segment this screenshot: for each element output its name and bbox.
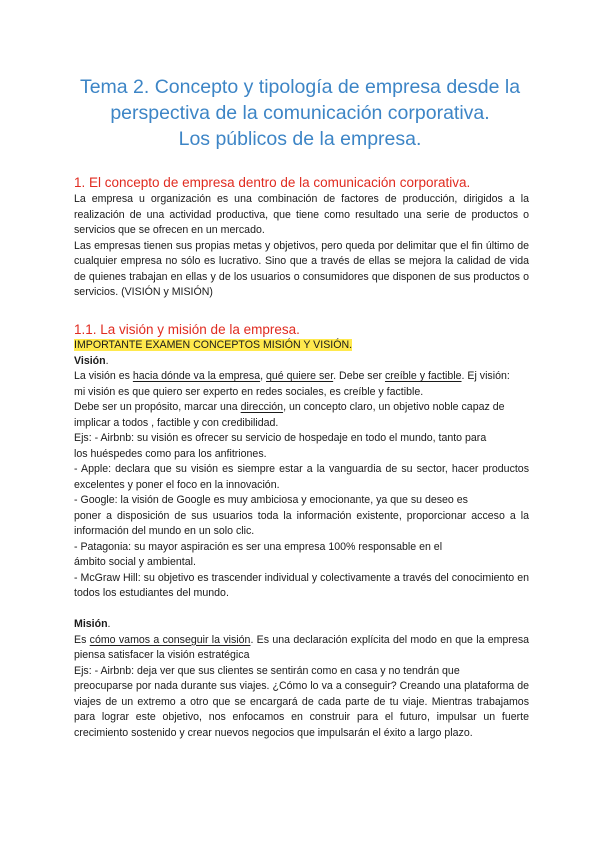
vision-purpose-line xyxy=(74,400,529,416)
mision-title xyxy=(74,617,529,633)
mision-airbnb-line1: Ejs: - Airbnb: deja ver que sus clientes se sentirán como en casa y no tendrán que xyxy=(74,664,460,677)
section-1-body xyxy=(74,192,529,301)
example-google-line1: - Google: la visión de Google es muy ambiciosa y emocionante, ya que su deseo es xyxy=(74,494,468,506)
title-line-1: Tema 2. Concepto y tipología de empresa desde la xyxy=(79,76,521,98)
v3-text-b: , un concepto claro, un objetivo noble capaz de xyxy=(283,401,505,413)
m1-text-a: Es xyxy=(74,633,90,646)
v1-text-b: , xyxy=(260,370,266,382)
paragraph-empresa-metas: Las empresas tienen sus propias metas y objetivos, pero queda por delimitar que el fin último de cualquier empresa no sólo es lucrativo. Sino que a través de ellas se mejora la calidad de vida de quienes trabajan en ellas y de los usuarios o consumidores que disponen de sus productos o servicios. (VISIÓN y MISIÓN) xyxy=(74,239,529,298)
title-line-3: Los públicos de la empresa. xyxy=(178,128,422,150)
vision-definition-line xyxy=(74,369,529,385)
example-google-line2: poner a disposición de sus usuarios toda la información existente, proporcionar acceso a la información del mundo en un solo clic. xyxy=(74,509,529,537)
mision-title-text: Misión xyxy=(74,618,108,630)
vision-title-dot: . xyxy=(105,354,109,367)
document-title xyxy=(40,74,560,152)
vision-title xyxy=(74,354,529,370)
v1-text-a: La visión es xyxy=(74,370,133,382)
v1-text-d: . Ej visión: xyxy=(461,370,510,382)
title-line-2: perspectiva de la comunicación corporativa. xyxy=(110,102,490,124)
spacer xyxy=(74,602,529,618)
example-apple: - Apple: declara que su visión es siempre estar a la vanguardia de su sector, hacer productos excelentes y poner el foco en la innovación. xyxy=(74,463,529,491)
v1-underline-want: qué quiere ser xyxy=(266,370,334,382)
v3-text-a: Debe ser un propósito, marcar una xyxy=(74,401,241,413)
v1-text-c: . Debe ser xyxy=(333,370,385,382)
m1-text-b: . Es una declaración explícita del modo en que la empresa piensa satisfacer la visión estratégica xyxy=(74,633,530,661)
example-patagonia-line2: ámbito social y ambiental. xyxy=(74,556,196,568)
mision-title-dot: . xyxy=(107,618,111,630)
example-airbnb-line2: los huéspedes como para los anfitriones. xyxy=(74,447,267,460)
example-airbnb-line1: Ejs: - Airbnb: su visión es ofrecer su servicio de hospedaje en todo el mundo, tanto para xyxy=(74,432,487,444)
example-mcgraw-hill: - McGraw Hill: su objetivo es trascender individual y colectivamente a través del conocimiento en todos los estudiantes del mundo. xyxy=(74,571,529,599)
v3-underline: dirección xyxy=(240,401,284,413)
m1-underline: cómo vamos a conseguir la visión xyxy=(89,633,251,646)
paragraph-empresa-definition: La empresa u organización es una combinación de factores de producción, dirigidos a la realización de una actividad productiva, que tiene como resultado una serie de productos o servicios que se ofrecen en un mercado. xyxy=(74,193,529,236)
section-1-1-body xyxy=(74,338,529,741)
vision-example-line: mi visión es que quiero ser experto en redes sociales, es creíble y factible. xyxy=(74,385,424,398)
section-1-heading: 1. El concepto de empresa dentro de la comunicación corporativa. xyxy=(74,175,471,190)
vision-title-text: Visión xyxy=(74,354,106,367)
example-patagonia-line1: - Patagonia: su mayor aspiración es ser una empresa 100% responsable en el xyxy=(74,540,443,553)
exam-highlight: IMPORTANTE EXAMEN CONCEPTOS MISIÓN Y VISIÓN. xyxy=(74,339,353,351)
vision-implicar-line: implicar a todos , factible y con credibilidad. xyxy=(74,416,279,429)
section-1-1-heading: 1.1. La visión y misión de la empresa. xyxy=(74,322,300,337)
mision-airbnb-line2: preocuparse por nada durante sus viajes. ¿Cómo lo va a conseguir? Creando una plataforma de viajes de un extremo a otro que se encargará de cada parte de tu viaje. Mientras trabajamos para lograr este objetivo, nos enfocamos en construir para el futuro, impulsar un fuerte crecimiento sostenido y crear nuevos negocios que impulsarán el éxito a largo plazo. xyxy=(74,680,529,739)
exam-note xyxy=(74,338,529,354)
v1-underline-credible: creíble y factible xyxy=(384,370,462,382)
mision-definition xyxy=(74,633,529,664)
v1-underline-direction: hacia dónde va la empresa xyxy=(132,370,261,382)
